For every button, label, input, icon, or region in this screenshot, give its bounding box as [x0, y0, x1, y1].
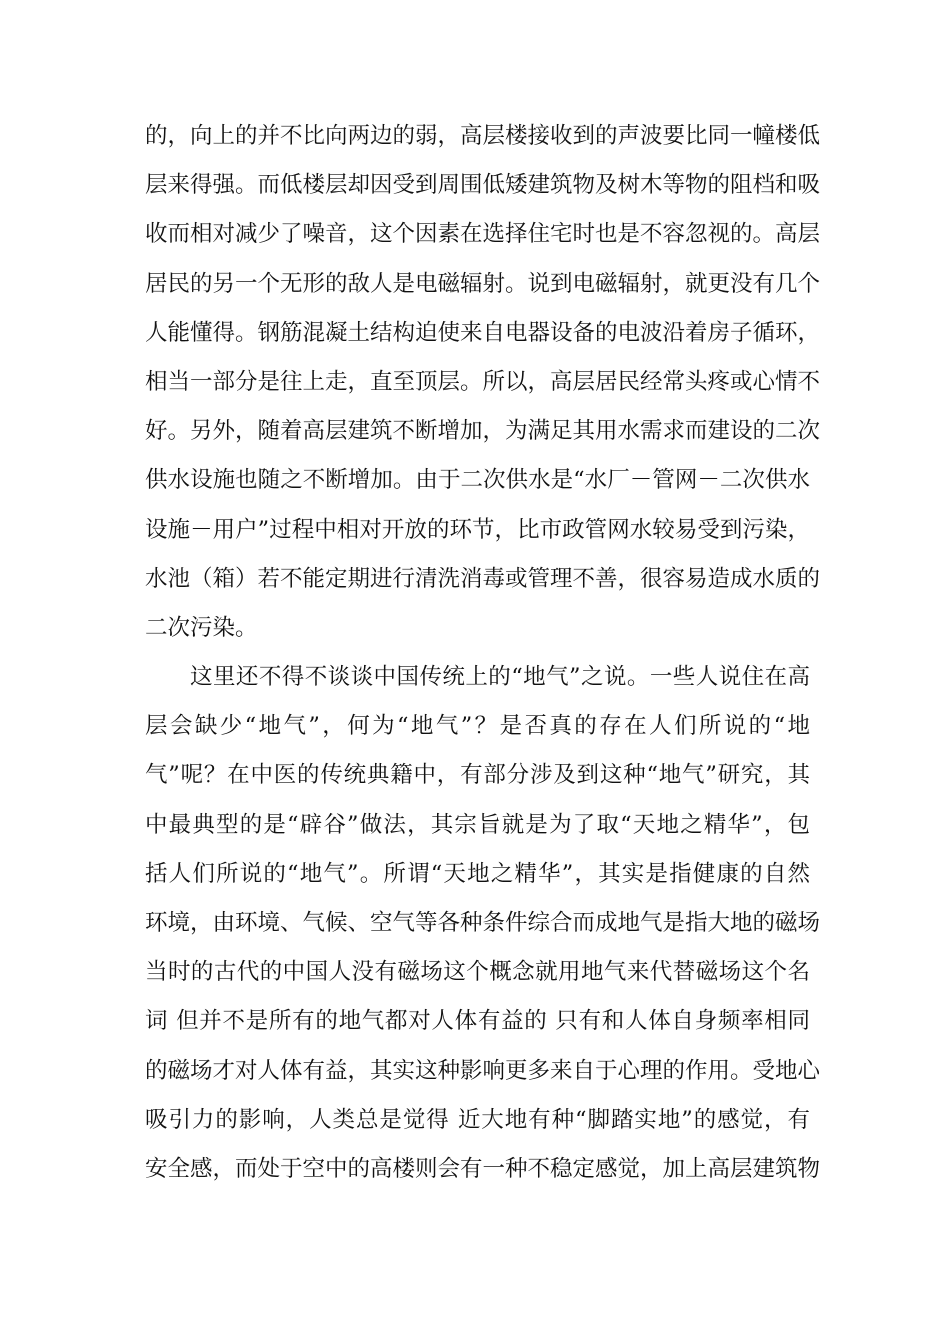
text-line: 气”呢？在中医的传统典籍中，有部分涉及到这种“地气”研究，其: [145, 762, 810, 789]
text-line: 中最典型的是“辟谷”做法，其宗旨就是为了取“天地之精华”，包: [145, 811, 810, 838]
text-line: 当时的古代的中国人没有磁场这个概念就用地气来代替磁场这个名: [145, 959, 810, 986]
text-line: 的，向上的并不比向两边的弱，高层楼接收到的声波要比同一幢楼低: [145, 123, 821, 149]
text-line: 设施－用户”过程中相对开放的环节，比市政管网水较易受到污染，: [145, 516, 810, 543]
paragraph-2: [145, 653, 821, 1194]
text-line: 供水设施也随之不断增加。由于二次供水是“水厂－管网－二次供水: [145, 467, 810, 494]
text-line: 层会缺少“地气”，何为“地气”？是否真的存在人们所说的“地: [145, 713, 810, 740]
text-line: 这里还不得不谈谈中国传统上的“地气”之说。一些人说住在高: [190, 664, 810, 691]
body-text: [145, 112, 821, 1194]
text-line: 层来得强。而低楼层却因受到周围低矮建筑物及树木等物的阻档和吸: [145, 172, 821, 199]
text-line: 二次污染。: [145, 614, 258, 641]
text-line: 水池（箱）若不能定期进行清洗消毒或管理不善，很容易造成水质的: [145, 565, 821, 592]
paragraph-1: [145, 112, 821, 653]
text-line: 的磁场才对人体有益，其实这种影响更多来自于心理的作用。受地心: [145, 1057, 821, 1084]
text-line: 收而相对减少了噪音，这个因素在选择住宅时也是不容忽视的。高层: [145, 221, 821, 248]
text-line: 安全感，而处于空中的高楼则会有一种不稳定感觉，加上高层建筑物: [145, 1155, 821, 1182]
text-line: 吸引力的影响，人类总是觉得 近大地有种“脚踏实地”的感觉，有: [145, 1106, 810, 1133]
text-line: 人能懂得。钢筋混凝土结构迫使来自电器设备的电波沿着房子循环，: [145, 319, 821, 346]
text-line: 环境，由环境、气候、空气等各种条件综合而成地气是指大地的磁场: [145, 910, 821, 936]
text-line: 括人们所说的“地气”。所谓“天地之精华”，其实是指健康的自然: [145, 860, 810, 887]
text-line: 相当一部分是往上走，直至顶层。所以，高层居民经常头疼或心情不: [145, 368, 821, 395]
text-line: 好。另外，随着高层建筑不断增加，为满足其用水需求而建设的二次: [145, 418, 821, 445]
text-line: 居民的另一个无形的敌人是电磁辐射。说到电磁辐射，就更没有几个: [145, 270, 821, 297]
text-line: 词 但并不是所有的地气都对人体有益的 只有和人体自身频率相同: [145, 1008, 810, 1035]
